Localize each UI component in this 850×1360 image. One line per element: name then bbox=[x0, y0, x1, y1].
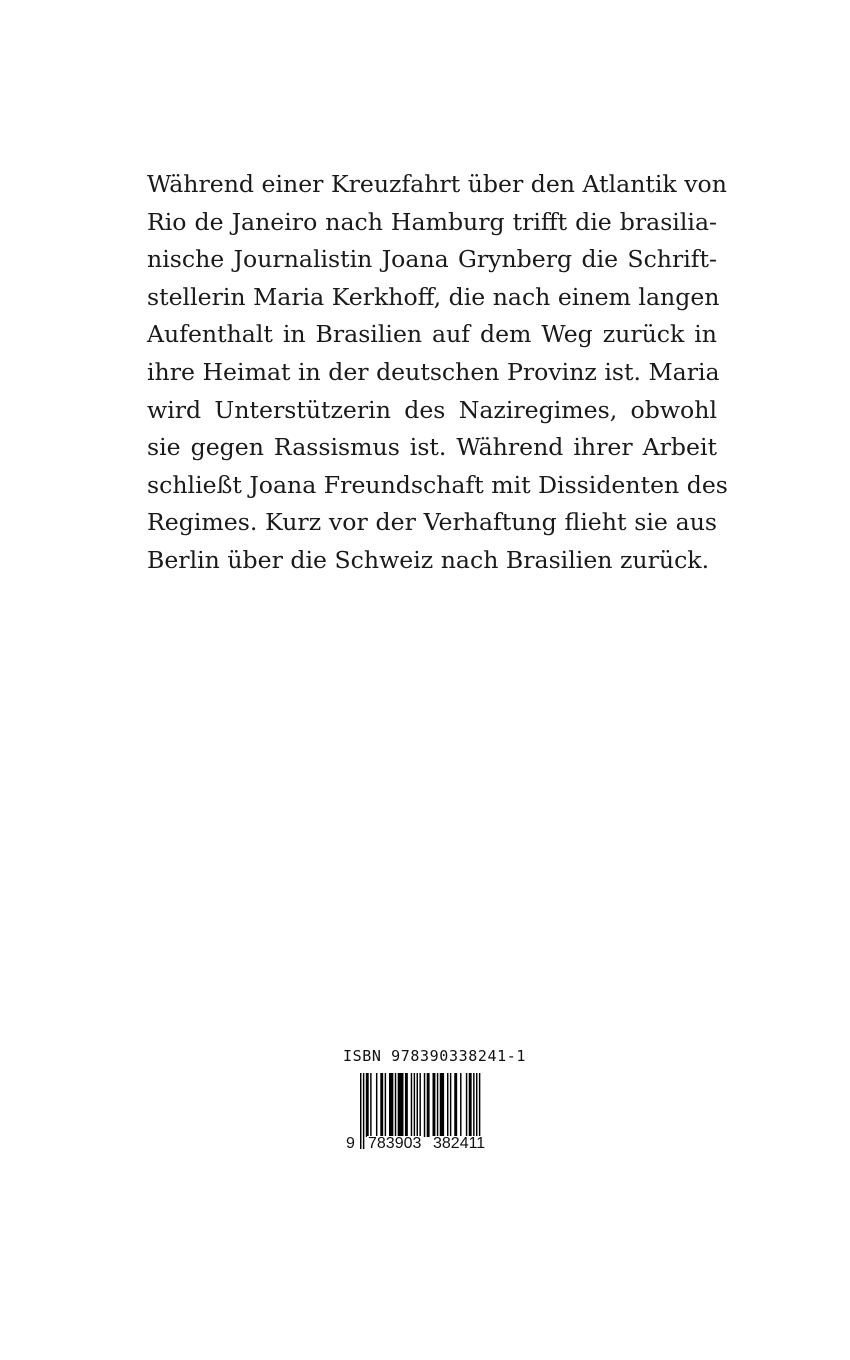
blurb-line: nische Journalistin Joana Grynberg die Schrift- bbox=[147, 245, 717, 274]
barcode-bar bbox=[398, 1073, 404, 1137]
isbn-label: ISBN 978390338241-1 bbox=[343, 1047, 526, 1065]
barcode-bar bbox=[360, 1073, 361, 1149]
barcode-bar bbox=[389, 1073, 393, 1137]
blurb-line: Rio de Janeiro nach Hamburg trifft die brasilia- bbox=[147, 207, 717, 236]
barcode-bar bbox=[395, 1073, 396, 1137]
barcode-bar bbox=[427, 1073, 430, 1137]
barcode-bar bbox=[450, 1073, 451, 1137]
barcode-bar bbox=[469, 1073, 472, 1137]
barcode-bar bbox=[363, 1073, 364, 1149]
barcode-bar bbox=[454, 1073, 457, 1137]
blurb-line: Aufenthalt in Brasilien auf dem Weg zurück in bbox=[147, 320, 717, 349]
barcode-digits-right: 382411 bbox=[433, 1135, 486, 1152]
blurb-text bbox=[147, 166, 728, 580]
barcode-bar bbox=[424, 1073, 425, 1137]
barcode-bar bbox=[380, 1073, 383, 1137]
blurb-line: sie gegen Rassismus ist. Während ihrer Arbeit bbox=[147, 433, 717, 462]
barcode-bar bbox=[476, 1073, 477, 1137]
barcode-digits-left: 783903 bbox=[368, 1135, 422, 1152]
blurb-line: Regimes. Kurz vor der Verhaftung flieht sie aus bbox=[147, 508, 717, 537]
barcode-bar bbox=[447, 1073, 448, 1137]
barcode-bar bbox=[385, 1073, 386, 1137]
barcode-bar bbox=[473, 1073, 474, 1137]
barcode-digit-first: 9 bbox=[346, 1135, 355, 1152]
blurb-line: stellerin Maria Kerkhoff, die nach einem langen bbox=[147, 282, 720, 311]
barcode-bar bbox=[405, 1073, 408, 1137]
blurb-line: ihre Heimat in der deutschen Provinz ist. Maria bbox=[147, 357, 720, 386]
blurb-line: wird Unterstützerin des Naziregimes, obwohl bbox=[147, 395, 717, 424]
barcode-bar bbox=[376, 1073, 377, 1137]
blurb-line: schließt Joana Freundschaft mit Dissidenten des bbox=[147, 470, 728, 499]
barcode-bar bbox=[460, 1073, 461, 1137]
barcode-bar bbox=[479, 1073, 480, 1137]
barcode-bar bbox=[466, 1073, 467, 1137]
barcode-bar bbox=[370, 1073, 371, 1137]
barcode-bar bbox=[440, 1073, 444, 1137]
barcode-bar bbox=[433, 1073, 436, 1137]
barcode-bar bbox=[366, 1073, 369, 1137]
barcode-bar bbox=[437, 1073, 438, 1137]
barcode-bar bbox=[411, 1073, 412, 1137]
blurb-line: Während einer Kreuzfahrt über den Atlantik von bbox=[147, 170, 727, 198]
blurb-line: Berlin über die Schweiz nach Brasilien zurück. bbox=[147, 545, 710, 574]
